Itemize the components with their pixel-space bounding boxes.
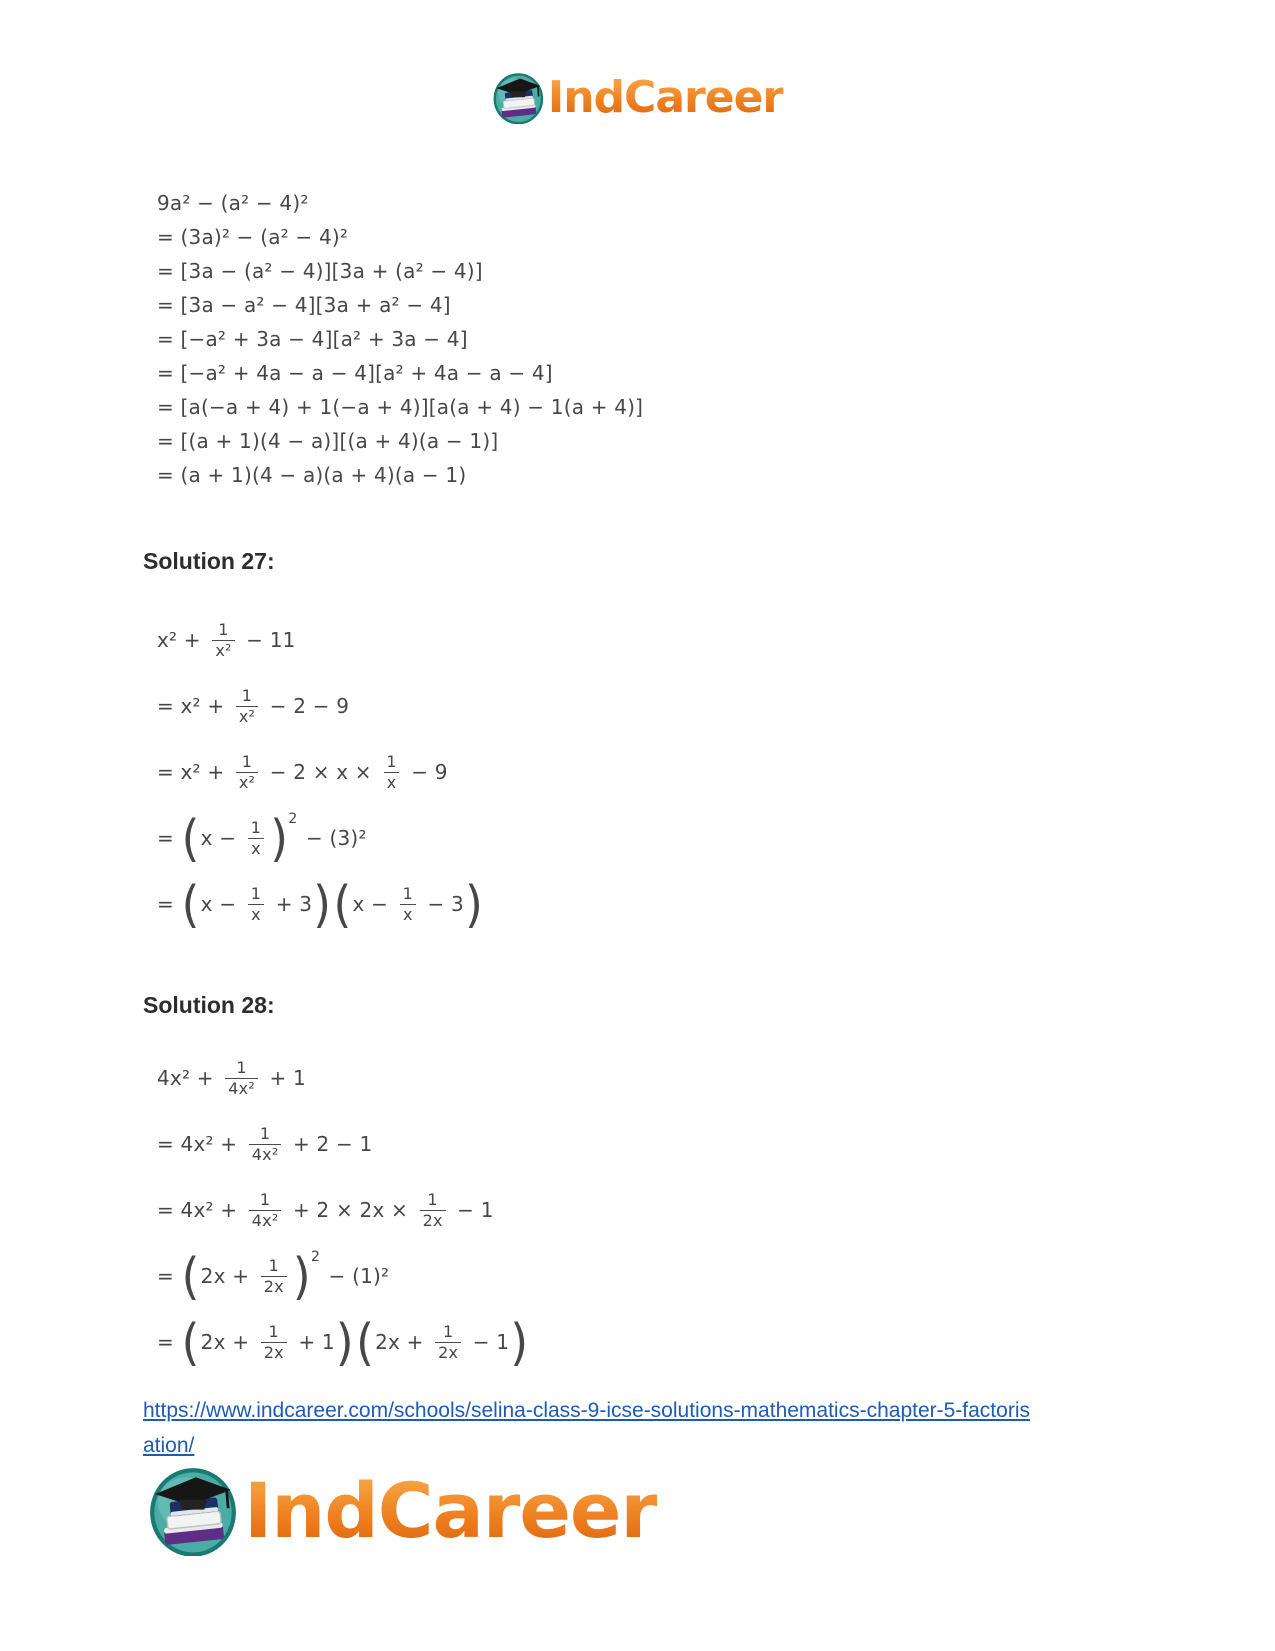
- math-fraction: [236, 752, 258, 791]
- math-line: [157, 739, 484, 805]
- math-fraction: [400, 884, 416, 923]
- math-block-solution-27: [157, 607, 484, 937]
- fraction-numerator: 1: [442, 1322, 454, 1342]
- math-line: = ( x − $\frac{1}{x}$ + 3 ) ( x − $\frac{1}{x}$ − 3 ): [157, 874, 484, 934]
- solution-28-heading: Solution 28:: [143, 992, 275, 1018]
- math-text: 9a² − (a² − 4)²: [157, 191, 309, 215]
- math-text: − (3)²: [299, 826, 367, 850]
- fraction-numerator: 1: [241, 752, 253, 772]
- fraction-denominator: 4x²: [225, 1078, 258, 1098]
- math-text: x −: [352, 892, 395, 916]
- math-line: [157, 254, 643, 288]
- footer-logo: [148, 1466, 657, 1556]
- logo-text: IndCareer: [244, 1466, 657, 1555]
- math-line: [157, 1177, 529, 1243]
- math-text: − 11: [239, 628, 296, 652]
- fraction-numerator: 1: [427, 1190, 438, 1210]
- fraction-numerator: 1: [268, 1256, 279, 1276]
- math-text: = x² +: [157, 694, 231, 718]
- math-line: [157, 186, 643, 220]
- math-text: − 1: [466, 1330, 510, 1354]
- article-link-line2: ation/: [143, 1433, 195, 1457]
- math-line: [157, 390, 643, 424]
- solution-27-heading: Solution 27:: [143, 548, 275, 574]
- math-text: 2x +: [200, 1330, 256, 1354]
- math-fraction: [435, 1322, 461, 1361]
- math-text: x² +: [157, 628, 208, 652]
- math-text: + 3: [269, 892, 313, 916]
- math-text: − (1)²: [322, 1264, 390, 1288]
- fraction-numerator: 1: [259, 1190, 271, 1210]
- math-text: = [3a − (a² − 4)][3a + (a² − 4)]: [157, 259, 483, 283]
- math-text: − 9: [404, 760, 448, 784]
- fraction-numerator: 1: [386, 752, 397, 772]
- math-line: [157, 220, 643, 254]
- math-text: − 3: [420, 892, 464, 916]
- math-line: = ( 2x + $\frac{1}{2x}$ ) 2 − (1)²: [157, 1246, 390, 1306]
- article-link[interactable]: [143, 1394, 1128, 1463]
- fraction-denominator: x: [400, 904, 416, 924]
- fraction-numerator: 1: [241, 686, 253, 706]
- fraction-denominator: x: [248, 904, 264, 924]
- math-text: − 1: [450, 1198, 494, 1222]
- math-superscript: 2: [310, 1249, 321, 1265]
- math-text: x −: [200, 826, 243, 850]
- fraction-denominator: x: [248, 838, 264, 858]
- fraction-numerator: 1: [218, 620, 229, 640]
- fraction-denominator: 4x²: [249, 1210, 282, 1230]
- math-fraction: [225, 1058, 258, 1097]
- math-text: + 1: [291, 1330, 335, 1354]
- math-text: =: [157, 1330, 181, 1354]
- math-line: = ( x − $\frac{1}{x}$ ) 2 − (3)²: [157, 808, 367, 868]
- math-line: = ( 2x + $\frac{1}{2x}$ + 1 ) ( 2x + $\frac{1}{2x}$ − 1 ): [157, 1312, 529, 1372]
- indcareer-logo-icon: [148, 1466, 238, 1556]
- math-fraction: [236, 686, 258, 725]
- fraction-denominator: 2x: [261, 1342, 287, 1362]
- math-text: = x² +: [157, 760, 231, 784]
- math-line: [157, 322, 643, 356]
- math-text: = [3a − a² − 4][3a + a² − 4]: [157, 293, 451, 317]
- math-text: = (3a)² − (a² − 4)²: [157, 225, 349, 249]
- article-link-line1: https://www.indcareer.com/schools/selina-class-9-icse-solutions-mathematics-chapter-5-factoris: [143, 1399, 1030, 1422]
- math-text: + 1: [262, 1066, 306, 1090]
- math-line: [157, 458, 643, 492]
- math-line: [157, 1045, 529, 1111]
- fraction-numerator: 1: [250, 818, 262, 838]
- math-text: 2x +: [200, 1264, 256, 1288]
- math-text: = 4x² +: [157, 1132, 244, 1156]
- math-line: [157, 424, 643, 458]
- math-text: = [−a² + 4a − a − 4][a² + 4a − a − 4]: [157, 361, 553, 385]
- logo-text: IndCareer: [547, 72, 784, 123]
- fraction-denominator: 4x²: [249, 1144, 282, 1164]
- fraction-numerator: 1: [402, 884, 413, 904]
- math-fraction: [261, 1256, 287, 1295]
- math-text: 2x +: [375, 1330, 431, 1354]
- math-text: + 2 × 2x ×: [286, 1198, 415, 1222]
- math-line: [157, 607, 484, 673]
- fraction-denominator: 2x: [420, 1210, 446, 1230]
- math-text: = 4x² +: [157, 1198, 244, 1222]
- math-fraction: [420, 1190, 446, 1229]
- math-text: = [−a² + 3a − 4][a² + 3a − 4]: [157, 327, 468, 351]
- math-text: =: [157, 1264, 181, 1288]
- math-text: + 2 − 1: [286, 1132, 373, 1156]
- fraction-numerator: 1: [236, 1058, 247, 1078]
- math-fraction: [249, 1124, 282, 1163]
- math-line: [157, 288, 643, 322]
- math-text: = (a + 1)(4 − a)(a + 4)(a − 1): [157, 463, 467, 487]
- fraction-denominator: 2x: [435, 1342, 461, 1362]
- math-text: =: [157, 892, 181, 916]
- math-text: = [(a + 1)(4 − a)][(a + 4)(a − 1)]: [157, 429, 499, 453]
- math-text: =: [157, 826, 181, 850]
- fraction-numerator: 1: [268, 1322, 279, 1342]
- fraction-denominator: x²: [236, 706, 258, 726]
- math-line: [157, 356, 643, 390]
- indcareer-logo-icon: [492, 72, 544, 124]
- fraction-denominator: x²: [212, 640, 234, 660]
- math-text: x −: [200, 892, 243, 916]
- math-fraction: [249, 1190, 282, 1229]
- math-text: = [a(−a + 4) + 1(−a + 4)][a(a + 4) − 1(a + 4)]: [157, 395, 644, 419]
- header-logo: [492, 72, 783, 124]
- math-superscript: 2: [288, 811, 298, 827]
- math-text: − 2 − 9: [263, 694, 350, 718]
- math-block-solution-28: [157, 1045, 529, 1375]
- fraction-denominator: 2x: [261, 1276, 287, 1296]
- fraction-denominator: x²: [236, 772, 258, 792]
- math-block-factorisation-9a2: [157, 186, 643, 492]
- math-fraction: [383, 752, 399, 791]
- fraction-numerator: 1: [250, 884, 262, 904]
- math-line: [157, 1111, 529, 1177]
- math-fraction: [212, 620, 234, 659]
- math-fraction: [261, 1322, 287, 1361]
- fraction-denominator: x: [384, 772, 400, 792]
- fraction-numerator: 1: [259, 1124, 271, 1144]
- math-fraction: [248, 818, 264, 857]
- math-text: 4x² +: [157, 1066, 221, 1090]
- math-text: − 2 × x ×: [263, 760, 379, 784]
- math-line: [157, 673, 484, 739]
- math-fraction: [248, 884, 264, 923]
